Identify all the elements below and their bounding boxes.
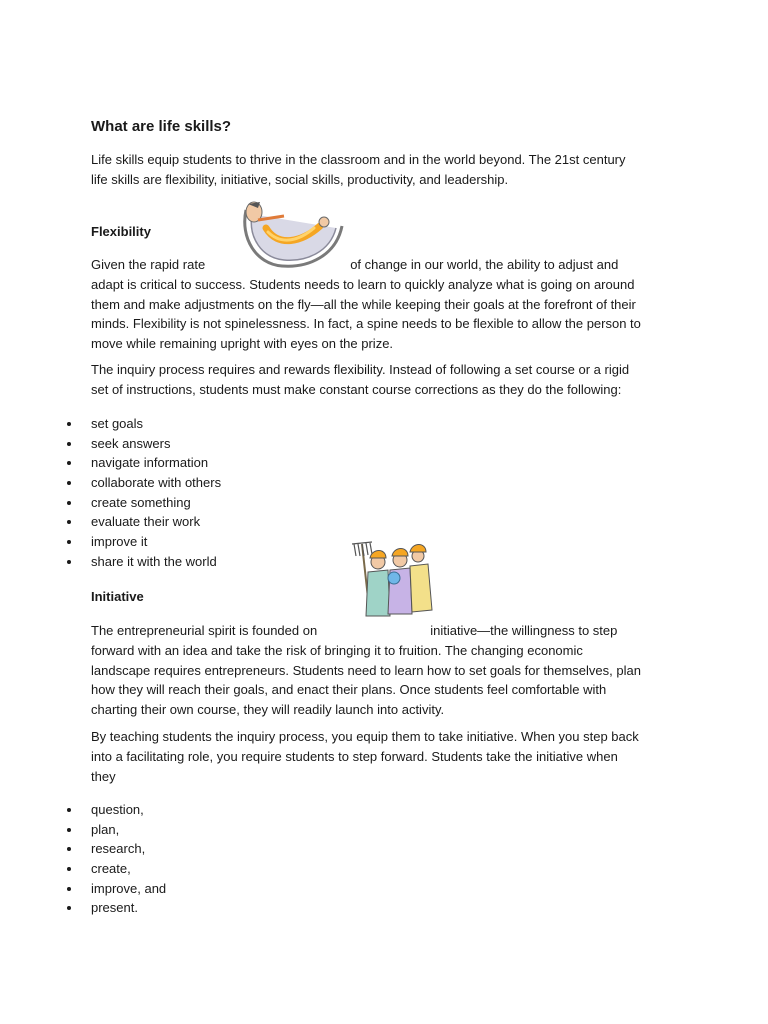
list-item-text: collaborate with others	[91, 475, 222, 491]
flexibility-line-left: Given the rapid rate	[91, 257, 206, 272]
list-item	[0, 414, 221, 434]
bullet-icon	[67, 501, 71, 505]
initiative-line: how they will reach their goals, and enact their plans. Once students feel comfortable with	[91, 682, 607, 698]
bullet-icon	[67, 828, 71, 832]
bullet-icon	[67, 560, 71, 564]
list-item	[0, 820, 166, 840]
initiative-line: landscape requires entrepreneurs. Students need to learn how to set goals for themselves, plan	[91, 662, 641, 678]
list-item	[0, 859, 166, 879]
flexibility-paragraph-2	[91, 360, 691, 400]
bullet-icon	[67, 867, 71, 871]
list-item-text: share it with the world	[91, 553, 217, 569]
initiative-line: into a facilitating role, you require students to step forward. Students take the initiative when	[91, 748, 618, 764]
list-item	[0, 453, 221, 473]
intro-paragraph	[91, 150, 691, 190]
flexibility-heading: Flexibility	[91, 224, 151, 239]
page-title: What are life skills?	[91, 118, 232, 135]
list-item	[0, 879, 166, 899]
bullet-icon	[67, 847, 71, 851]
bullet-icon	[67, 906, 71, 910]
flexibility-line: set of instructions, students must make constant course corrections as they do the following:	[91, 381, 622, 397]
bullet-icon	[67, 442, 71, 446]
flexibility-line: them and make adjustments on the fly—all the while keeping their goals at the forefront of their	[91, 296, 636, 312]
initiative-line-left: The entrepreneurial spirit is founded on	[91, 623, 318, 638]
initiative-line-right: initiative—the willingness to step	[430, 623, 618, 638]
flexibility-line: The inquiry process requires and rewards flexibility. Instead of following a set course or a rigid	[91, 362, 630, 377]
initiative-paragraph-1	[91, 621, 691, 720]
flexibility-paragraph-1	[91, 255, 691, 354]
list-item-text: research,	[91, 841, 146, 857]
intro-line: life skills are flexibility, initiative, social skills, productivity, and leadership.	[91, 171, 509, 187]
list-item	[0, 493, 221, 513]
initiative-line: they	[91, 768, 116, 784]
list-item-text: create something	[91, 494, 191, 510]
bullet-icon	[67, 520, 71, 524]
bullet-icon	[67, 461, 71, 465]
bullet-icon	[67, 808, 71, 812]
flexibility-bullet-list	[0, 414, 221, 572]
flexibility-line: minds. Flexibility is not spinelessness. In fact, a spine needs to be flexible to allow the person to	[91, 316, 641, 332]
list-item-text: improve, and	[91, 880, 167, 896]
list-item-text: question,	[91, 802, 144, 817]
initiative-paragraph-2	[91, 727, 691, 786]
bullet-icon	[67, 540, 71, 544]
bullet-icon	[67, 481, 71, 485]
list-item-text: evaluate their work	[91, 514, 201, 530]
flexibility-line	[91, 255, 691, 275]
initiative-line: charting their own course, they will readily launch into activity.	[91, 702, 445, 718]
list-item	[0, 898, 166, 918]
intro-line: Life skills equip students to thrive in the classroom and in the world beyond. The 21st century	[91, 152, 626, 167]
flexibility-line: adapt is critical to success. Students needs to learn to quickly analyze what is going on around	[91, 276, 635, 292]
list-item	[0, 532, 221, 552]
workers-group-clipart-icon	[348, 540, 438, 620]
list-item-text: present.	[91, 900, 138, 916]
flexibility-line: move while remaining upright with eyes on the prize.	[91, 336, 394, 352]
initiative-heading: Initiative	[91, 589, 144, 604]
list-item-text: improve it	[91, 534, 148, 550]
list-item	[0, 512, 221, 532]
flexibility-line-right: of change in our world, the ability to adjust and	[350, 257, 619, 272]
initiative-line	[91, 621, 691, 641]
list-item-text: set goals	[91, 416, 144, 431]
bullet-icon	[67, 887, 71, 891]
list-item	[0, 434, 221, 454]
list-item-text: plan,	[91, 821, 120, 837]
initiative-bullet-list	[0, 800, 166, 918]
list-item-text: create,	[91, 861, 131, 877]
list-item	[0, 839, 166, 859]
list-item	[0, 552, 221, 572]
list-item	[0, 473, 221, 493]
list-item-text: seek answers	[91, 435, 171, 451]
initiative-line: forward with an idea and take the risk of bringing it to fruition. The changing economic	[91, 642, 583, 658]
list-item-text: navigate information	[91, 455, 209, 471]
initiative-line: By teaching students the inquiry process, you equip them to take initiative. When you step back	[91, 729, 639, 744]
bullet-icon	[67, 422, 71, 426]
list-item	[0, 800, 166, 820]
